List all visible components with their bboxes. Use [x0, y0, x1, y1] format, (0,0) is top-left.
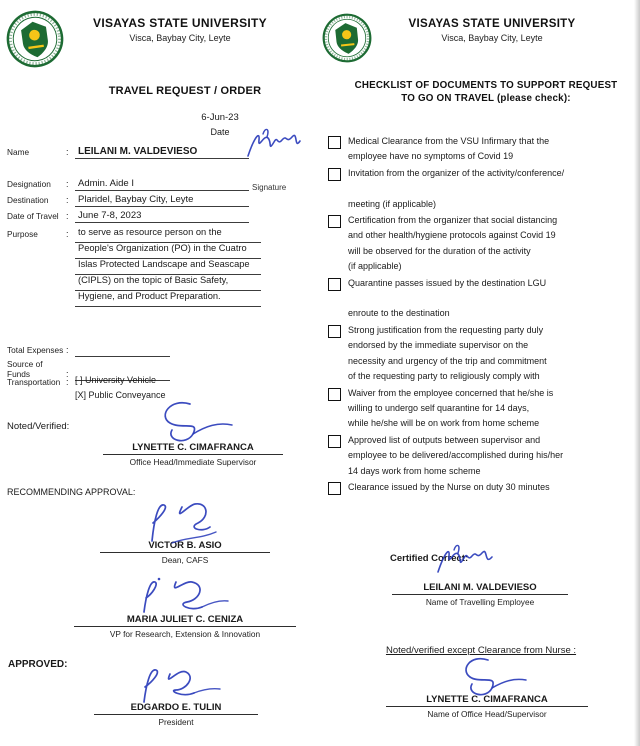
checklist-item-medical-clearance — [328, 134, 634, 165]
noted-except-nurse-line: Noted/verified except Clearance from Nurse : — [385, 645, 577, 656]
signature-caption: Signature — [252, 183, 287, 192]
signature-tulin-scribble — [128, 660, 228, 708]
field-date-of-travel-label: Date of Travel — [7, 211, 59, 221]
field-name — [7, 146, 249, 159]
field-purpose-label: Purpose — [7, 229, 38, 239]
field-destination — [7, 194, 249, 207]
supervisor-title: Office Head/Immediate Supervisor — [129, 457, 257, 467]
checklist-item-certification — [328, 213, 634, 275]
scan-edge — [634, 0, 640, 746]
field-designation-value: Admin. Aide I — [75, 178, 249, 191]
field-source-of-funds-label: Source of Funds — [7, 359, 43, 379]
checklist-checkbox — [328, 136, 341, 149]
left-header — [70, 16, 290, 43]
employee-caption: Name of Travelling Employee — [425, 597, 535, 607]
right-university-name: VISAYAS STATE UNIVERSITY — [408, 18, 576, 30]
checklist-item-text: Clearance issued by the Nurse on duty 30 minutes — [348, 481, 550, 492]
recommender1-signature-block — [100, 540, 270, 565]
field-total-expenses — [7, 344, 170, 357]
colon: : — [66, 211, 69, 221]
president-title: President — [158, 717, 194, 727]
field-total-expenses-value — [75, 344, 170, 357]
president-name: EDGARDO E. TULIN — [94, 702, 258, 715]
recommender1-name: VICTOR B. ASIO — [100, 540, 270, 553]
checklist-item-text: Strong justification from the requesting party duly endorsed by the immediate supervisor on the necessity and urgency of the trip and commitment of the requesting party to religiously comply with — [348, 324, 547, 382]
supervisor-signature-block — [103, 442, 283, 467]
recommending-approval-label: RECOMMENDING APPROVAL: — [7, 487, 136, 497]
checklist-checkbox — [328, 482, 341, 495]
checklist-item-text: Invitation from the organizer of the activity/conference/ meeting (if applicable) — [348, 167, 565, 209]
field-date-of-travel — [7, 210, 249, 223]
right-university-address: Visca, Baybay City, Leyte — [441, 33, 543, 43]
certified-correct-label: Certified Correct: — [390, 553, 469, 564]
supervisor-right-caption: Name of Office Head/Supervisor — [427, 709, 547, 719]
checklist-checkbox — [328, 435, 341, 448]
noted-verified-label: Noted/Verified: — [7, 421, 70, 432]
checklist-item-text: Medical Clearance from the VSU Infirmary that the employee have no symptoms of Covid 19 — [348, 136, 550, 162]
checklist-item-text: Waiver from the employee concerned that he/she is willing to undergo self quarantine for 14 days, while he/she will be on work from home scheme — [348, 387, 554, 429]
colon: : — [66, 377, 69, 387]
date-block — [185, 112, 255, 137]
president-signature-block — [94, 702, 258, 727]
left-doc-title: TRAVEL REQUEST / ORDER — [108, 85, 262, 97]
checklist-checkbox — [328, 215, 341, 228]
checklist-item-nurse-clearance — [328, 480, 634, 495]
supervisor-right-signature-block — [386, 694, 588, 719]
approved-label: APPROVED: — [8, 659, 68, 670]
checklist-item-approved-outputs — [328, 433, 634, 479]
recommender2-title: VP for Research, Extension & Innovation — [109, 629, 261, 639]
employee-signature-block — [392, 582, 568, 607]
field-destination-label: Destination — [7, 195, 49, 205]
field-transportation-label: Transportation — [7, 377, 61, 387]
checklist-item-waiver — [328, 386, 634, 432]
checklist-title — [330, 80, 640, 104]
recommender2-name: MARIA JULIET C. CENIZA — [74, 614, 296, 627]
colon: : — [66, 369, 69, 379]
checklist-item-text: Quarantine passes issued by the destination LGU enroute to the destination — [348, 277, 547, 319]
recommender2-signature-block — [74, 614, 296, 639]
supervisor-right-name: LYNETTE C. CIMAFRANCA — [386, 694, 588, 707]
field-total-expenses-label: Total Expenses — [7, 345, 64, 355]
checklist-item-invitation — [328, 166, 634, 212]
field-purpose — [7, 227, 261, 307]
colon: : — [66, 345, 69, 355]
field-designation-label: Designation — [7, 179, 51, 189]
colon: : — [66, 229, 69, 239]
checklist-checkbox — [328, 168, 341, 181]
checklist-checkbox — [328, 325, 341, 338]
left-university-name: VISAYAS STATE UNIVERSITY — [93, 16, 267, 30]
field-transportation-options: [ ] University Vehicle [X] Public Conveyance — [75, 375, 166, 400]
right-header — [382, 18, 602, 43]
colon: : — [66, 195, 69, 205]
field-purpose-value: to serve as resource person on the People's Organization (PO) in the Cuatro Islas Protected Landscape and Seascape (CIPLS) on the topic of Basic Safety, Hygiene, and Product Preparation. — [75, 227, 261, 307]
field-designation — [7, 178, 249, 191]
field-name-label: Name — [7, 147, 30, 157]
recommender1-title: Dean, CAFS — [161, 555, 209, 565]
checklist-item-text: Certification from the organizer that social distancing and other health/hygiene protocols against Covid 19 will be observed for the duration of the activity (if applicable) — [348, 215, 558, 272]
checklist-title-line2: TO GO ON TRAVEL (please check): — [401, 93, 571, 104]
employee-name: LEILANI M. VALDEVIESO — [392, 582, 568, 595]
field-transportation — [7, 375, 166, 405]
colon: : — [66, 147, 69, 157]
colon: : — [66, 179, 69, 189]
checklist-item-quarantine-passes — [328, 276, 634, 322]
supervisor-name: LYNETTE C. CIMAFRANCA — [103, 442, 283, 455]
vsu-logo-left — [2, 6, 68, 72]
date-label: Date — [210, 127, 230, 137]
checklist — [328, 134, 634, 496]
field-name-value: LEILANI M. VALDEVIESO — [75, 146, 249, 159]
left-university-address: Visca, Baybay City, Leyte — [129, 33, 231, 43]
vsu-logo-right — [320, 11, 375, 66]
field-date-of-travel-value: June 7-8, 2023 — [75, 210, 249, 223]
signature-cimafranca-scribble-2 — [452, 652, 532, 700]
checklist-title-line1: CHECKLIST OF DOCUMENTS TO SUPPORT REQUEST — [354, 80, 618, 91]
checklist-checkbox — [328, 278, 341, 291]
checklist-item-strong-justification — [328, 323, 634, 385]
field-destination-value: Plaridel, Baybay City, Leyte — [75, 194, 249, 207]
date-value: 6-Jun-23 — [201, 112, 239, 123]
checklist-item-text: Approved list of outputs between supervisor and employee to be delivered/accomplished during his/her 14 days work from home scheme — [348, 434, 564, 476]
checklist-checkbox — [328, 388, 341, 401]
